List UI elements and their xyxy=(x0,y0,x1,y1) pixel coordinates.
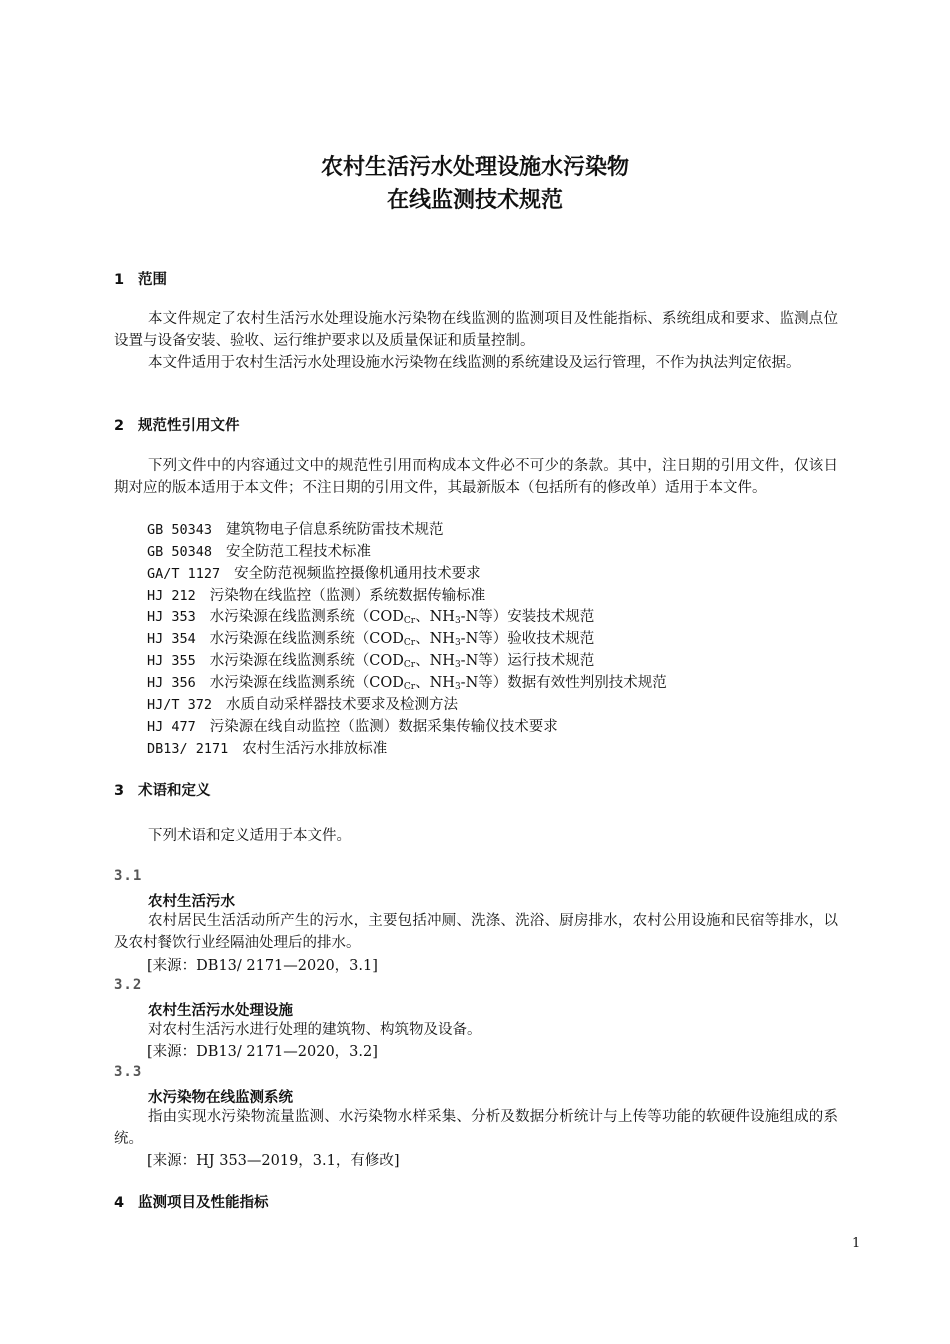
ref-name: 安全防范工程技术标准 xyxy=(226,544,372,560)
reference-item xyxy=(147,585,485,607)
reference-item xyxy=(147,694,458,716)
ref-name-part: 水污染源在线监测系统（COD xyxy=(209,653,404,669)
subscript: Cr xyxy=(403,660,416,670)
term-source: [来源：DB13/ 2171—2020，3.1] xyxy=(147,958,378,974)
reference-item xyxy=(147,563,481,585)
term-source: [来源：DB13/ 2171—2020，3.2] xyxy=(147,1044,378,1060)
ref-name: 污染源在线自动监控（监测）数据采集传输仪技术要求 xyxy=(209,719,558,735)
ref-code: HJ 353 xyxy=(147,609,196,625)
subscript: Cr xyxy=(403,682,416,692)
section-3-heading xyxy=(114,779,211,800)
reference-item xyxy=(147,716,558,738)
section-1-heading xyxy=(114,268,167,289)
reference-item xyxy=(147,541,371,563)
section-2-heading xyxy=(114,414,240,435)
ref-name-part: 水污染源在线监测系统（COD xyxy=(209,609,404,625)
section-title: 监测项目及性能指标 xyxy=(138,1195,269,1211)
term-name: 农村生活污水 xyxy=(148,894,235,910)
doc-title-line1: 农村生活污水处理设施水污染物 xyxy=(320,155,629,180)
term-definition: 指由实现水污染物流量监测、水污染物水样采集、分析及数据分析统计与上传等功能的软硬件设施组成的系统。 xyxy=(114,1109,838,1147)
doc-title-line2: 在线监测技术规范 xyxy=(386,188,563,213)
section-number: 3 xyxy=(114,783,125,799)
reference-item xyxy=(147,519,444,541)
ref-code: GA/T 1127 xyxy=(147,566,221,582)
subscript: 3 xyxy=(454,616,461,626)
section-4-heading xyxy=(114,1191,269,1212)
ref-name-part: -N等）验收技术规范 xyxy=(460,631,595,647)
ref-code: HJ 477 xyxy=(147,719,196,735)
paragraph: 下列文件中的内容通过文中的规范性引用而构成本文件必不可少的条款。其中，注日期的引用文件，仅该日期对应的版本适用于本文件；不注日期的引用文件，其最新版本（包括所有的修改单）适用于本文件。 xyxy=(114,458,838,496)
paragraph: 本文件规定了农村生活污水处理设施水污染物在线监测的监测项目及性能指标、系统组成和要求、监测点位设置与设备安装、验收、运行维护要求以及质量保证和质量控制。 xyxy=(114,311,838,349)
paragraph: 本文件适用于农村生活污水处理设施水污染物在线监测的系统建设及运行管理，不作为执法判定依据。 xyxy=(148,355,801,371)
term-number: 3.2 xyxy=(114,977,143,993)
ref-name-part: 、NH xyxy=(415,653,455,669)
ref-name-part: 水污染源在线监测系统（COD xyxy=(209,675,404,691)
ref-name-part: 、NH xyxy=(415,609,455,625)
ref-name: 水质自动采样器技术要求及检测方法 xyxy=(226,697,459,713)
section-title: 范围 xyxy=(138,272,167,288)
section-number: 1 xyxy=(114,272,125,288)
ref-code: GB 50348 xyxy=(147,544,213,560)
paragraph: 下列术语和定义适用于本文件。 xyxy=(148,828,351,844)
subscript: 3 xyxy=(454,638,461,648)
ref-code: HJ 212 xyxy=(147,588,196,604)
ref-name: 污染物在线监控（监测）系统数据传输标准 xyxy=(209,588,486,604)
section-number: 4 xyxy=(114,1195,125,1211)
ref-name-part: 、NH xyxy=(415,631,455,647)
ref-name-part: -N等）运行技术规范 xyxy=(460,653,595,669)
term-name: 农村生活污水处理设施 xyxy=(148,1003,293,1019)
term-source: [来源：HJ 353—2019，3.1，有修改] xyxy=(147,1153,400,1169)
reference-item xyxy=(147,738,387,760)
subscript: Cr xyxy=(403,638,416,648)
term-definition: 农村居民生活活动所产生的污水，主要包括冲厕、洗涤、洗浴、厨房排水，农村公用设施和民宿等排水，以及农村餐饮行业经隔油处理后的排水。 xyxy=(114,913,838,951)
ref-code: GB 50343 xyxy=(147,522,213,538)
term-definition: 对农村生活污水进行处理的建筑物、构筑物及设备。 xyxy=(148,1022,482,1038)
term-name: 水污染物在线监测系统 xyxy=(148,1090,293,1106)
ref-name: 建筑物电子信息系统防雷技术规范 xyxy=(226,522,444,538)
section-number: 2 xyxy=(114,418,125,434)
ref-code: HJ 355 xyxy=(147,653,196,669)
page-number: 1 xyxy=(852,1236,861,1251)
ref-name-part: -N等）安装技术规范 xyxy=(460,609,595,625)
ref-name-part: 、NH xyxy=(415,675,455,691)
subscript: Cr xyxy=(403,616,416,626)
ref-name: 安全防范视频监控摄像机通用技术要求 xyxy=(234,566,481,582)
ref-name-part: -N等）数据有效性判别技术规范 xyxy=(460,675,667,691)
ref-code: HJ 356 xyxy=(147,675,196,691)
ref-code: HJ/T 372 xyxy=(147,697,213,713)
section-title: 规范性引用文件 xyxy=(138,418,240,434)
term-number: 3.1 xyxy=(114,868,143,884)
section-title: 术语和定义 xyxy=(138,783,211,799)
ref-code: HJ 354 xyxy=(147,631,196,647)
subscript: 3 xyxy=(454,660,461,670)
subscript: 3 xyxy=(454,682,461,692)
ref-name: 农村生活污水排放标准 xyxy=(242,741,388,757)
ref-name-part: 水污染源在线监测系统（COD xyxy=(209,631,404,647)
ref-code: DB13/ 2171 xyxy=(147,741,229,757)
term-number: 3.3 xyxy=(114,1064,143,1080)
